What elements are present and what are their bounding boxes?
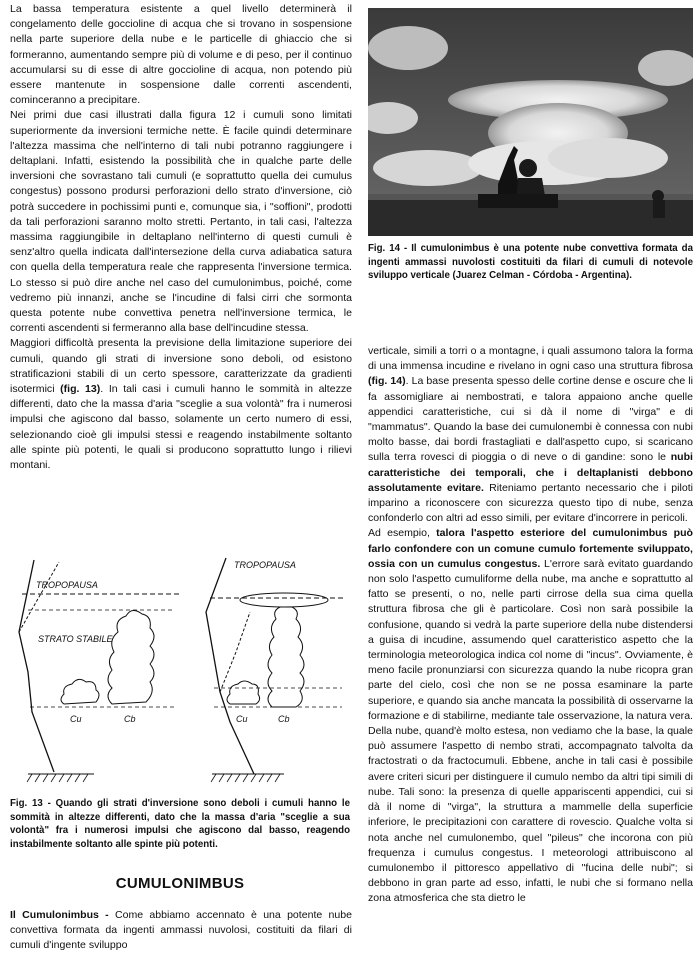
cumulonimbus-tall-left — [108, 610, 154, 704]
temperature-curve-left — [19, 560, 54, 772]
ground-hatch-right — [211, 774, 280, 782]
cb-label-left: Cb — [124, 714, 136, 724]
cu-label-right: Cu — [236, 714, 248, 724]
cumulus-small-right — [227, 681, 260, 704]
paragraph: verticale, simili a torri o a montagne, i quali assumono talora la forma di una immensa incudine e rivelano in ogni caso una struttura fibrosa (fig. 14). La base presenta spesso delle cortine dense e oscure che li fa assomigliare ai nembostrati, e talora appaiono anche quelle appendici caratteristiche, cui si dà il nome di "virga" e di "mammatus". Quando la base dei cumulonembi è connessa con nubi molto basse, dai bordi frastagliati e dall'aspetto cupo, si scaricano sulla terra rovesci di pioggia o di neve o di gandine: sono le nubi caratteristiche dei temporali, che i deltaplanisti debbono assolutamente evitare. Riteniamo pertanto necessario che i piloti imparino a riconoscere con sicurezza questo tipo di nube, senza confonderlo con altri ad esso simili, per evitare d'incorrere in pericoli. — [368, 345, 693, 525]
intro-text: Come abbiamo accennato è una potente nube convettiva formata da ingenti ammassi nuvolosi, costituiti da filari di cumuli d'ingente sviluppo — [10, 909, 352, 952]
figure-13-diagram — [14, 552, 346, 792]
cumulus-small-left — [61, 679, 99, 704]
right-column-text — [368, 344, 693, 907]
adiabatic-curve-left — [19, 562, 59, 632]
ground-hatch-left — [27, 774, 88, 782]
paragraph: Ad esempio, talora l'aspetto esteriore del cumulonimbus può farlo confondere con un comune cumulo fortemente sviluppato, ossia con un cumulus congestus. L'errore sarà evitato guardando non solo l'aspetto cumuliforme della nube, ma anche e soprattutto al fatto se presenti, o no, nelle parti cirrose della sua cima quella struttura fibrosa che gli è particolare. Così non sarà possibile la confusione, quando si vedrà la parte superiore della nube distendersi a guisa di incudine, assumendo quel caratteristico aspetto che la terminologia meteorologica indica col nome di "incus". Ovviamente, è meno facile pronunziarsi con sicurezza quando la nube ricopra gran parte del cielo, così che non se ne possa esaminare la parte superiore, e quando sia anche mancata la possibilità di osservarne la formazione e di stabilirne, mediante tale osservazione, la natura vera. Della nube, quand'è molto estesa, non vediamo che la base, la quale può assumere l'aspetto di nembo strati, accompagnato talvolta da fractostrati o da fractocumuli. Ebbene, anche in tali casi è possibile avere criteri sicuri per distinguere il cumulo nembo da altri tipi simili di nube. Tali sono: la presenza di quelle appariscenti appendici, cui si dà il nome di "virga", la struttura a mammelle della superficie inferiore, le precipitazioni con carattere di rovescio. Qualche volta si nota anche nel cumulonembo, quel "pileus" che incorona con più frequenza i cumulus congestus. I meteorologi attribuiscono al cumulonembo il pittoresco appellativo di "fucina delle nubi"; si debbono in gran parte ad esso, infatti, le nubi che si formano nella zona atmosferica che sta dietro le — [368, 527, 694, 905]
figure-14-caption: Fig. 14 - Il cumulonimbus è una potente nube convettiva formata da ingenti ammassi nuvolosti costituiti da filari di cumuli di notevole sviluppo verticale (Juarez Celman - Córdoba - Argentina). — [368, 243, 693, 282]
cb-label-right: Cb — [278, 714, 290, 724]
cumulonimbus-photo-illustration — [368, 8, 693, 236]
adiabatic-curve-right — [220, 612, 250, 692]
figure-13-caption: Fig. 13 - Quando gli strati d'inversione sono deboli i cumuli hanno le sommità in altezze differenti, dato che la massa d'aria "sceglie a sua volontà" fra i numerosi impulsi che agiscono dal basso, reagendo instabilmente soltanto alle spinte più potenti. — [10, 798, 350, 850]
figure-14-photo — [368, 8, 693, 236]
paragraph: Maggiori difficoltà presenta la previsione della limitazione superiore dei cumuli, quando gli strati di inversione sono deboli, od esistono stratificazioni stabili di un certo spessore, caratterizzate da gradienti isotermici (fig. 13). In tali casi i cumuli hanno le sommità in altezze differenti, dato che la massa d'aria "sceglie a sua volontà" fra i numerosi impulsi che agiscono dal basso, solamente un certo numero di essi, selezionando cioè gli impulsi stessi e reagendo instabilmente soltanto alle spinte più potenti, le quali si producono soprattutto lungo i rilievi montani. — [10, 337, 352, 472]
cumulonimbus-right — [268, 607, 304, 707]
section-heading: CUMULONIMBUS — [115, 875, 245, 892]
cu-label-left: Cu — [70, 714, 82, 724]
tropopausa-label-left: TROPOPAUSA — [36, 580, 98, 590]
intro-lead: Il Cumulonimbus - — [10, 909, 109, 921]
paragraph: La bassa temperatura esistente a quel livello determinerà il congelamento delle goccioline di acqua che si trovano in sospensione nella parte superiore della nube e le particelle di ghiaccio che si formeranno, aumentando sempre più di volume e di peso, per il continuo accumularsi su di esse di altre goccioline di acqua, non potendo più essere mantenute in sospensione dalle correnti ascendenti, cominceranno a precipitare. — [10, 3, 352, 107]
tropopausa-label-right: TROPOPAUSA — [234, 560, 296, 570]
strato-stabile-label: STRATO STABILE — [38, 634, 113, 644]
anvil-top — [240, 593, 328, 607]
left-column-text — [10, 2, 352, 473]
paragraph: Nei primi due casi illustrati dalla figura 12 i cumuli sono limitati superiormente da inversioni termiche nette. È facile quindi determinare l'altezza massima che nell'interno di tali nubi potranno raggiungere i deltaplani. Infatti, esistendo la possibilità che in qualche parte delle inversioni che sovrastano tali cumuli (e soprattutto quella dei cumulus congestus) possono prodursi perforazioni dello strato d'inversione, ciò potrà succedere in pochissimi punti e, comunque sia, i "soffioni", prodotti da tali perforazioni saranno molto stretti. Pertanto, in tali casi, l'altezza massima raggiungibile in deltaplano nell'interno di questi cumuli è senz'altro quella indicata dall'intersezione della curva adiabatica satura con quella della temperatura reale che rappresenta l'inversione termica. Lo stesso si può dire anche nel caso del cumulonimbus, poiché, come vedremo più innanzi, anche se l'incudine di falsi cirri che sormonta questa potente nube convettiva penetra nell'inversione termica, le correnti ascendenti si fermeranno alla base dell'incudine stessa. — [10, 109, 352, 335]
cumulonimbus-intro — [10, 908, 352, 954]
